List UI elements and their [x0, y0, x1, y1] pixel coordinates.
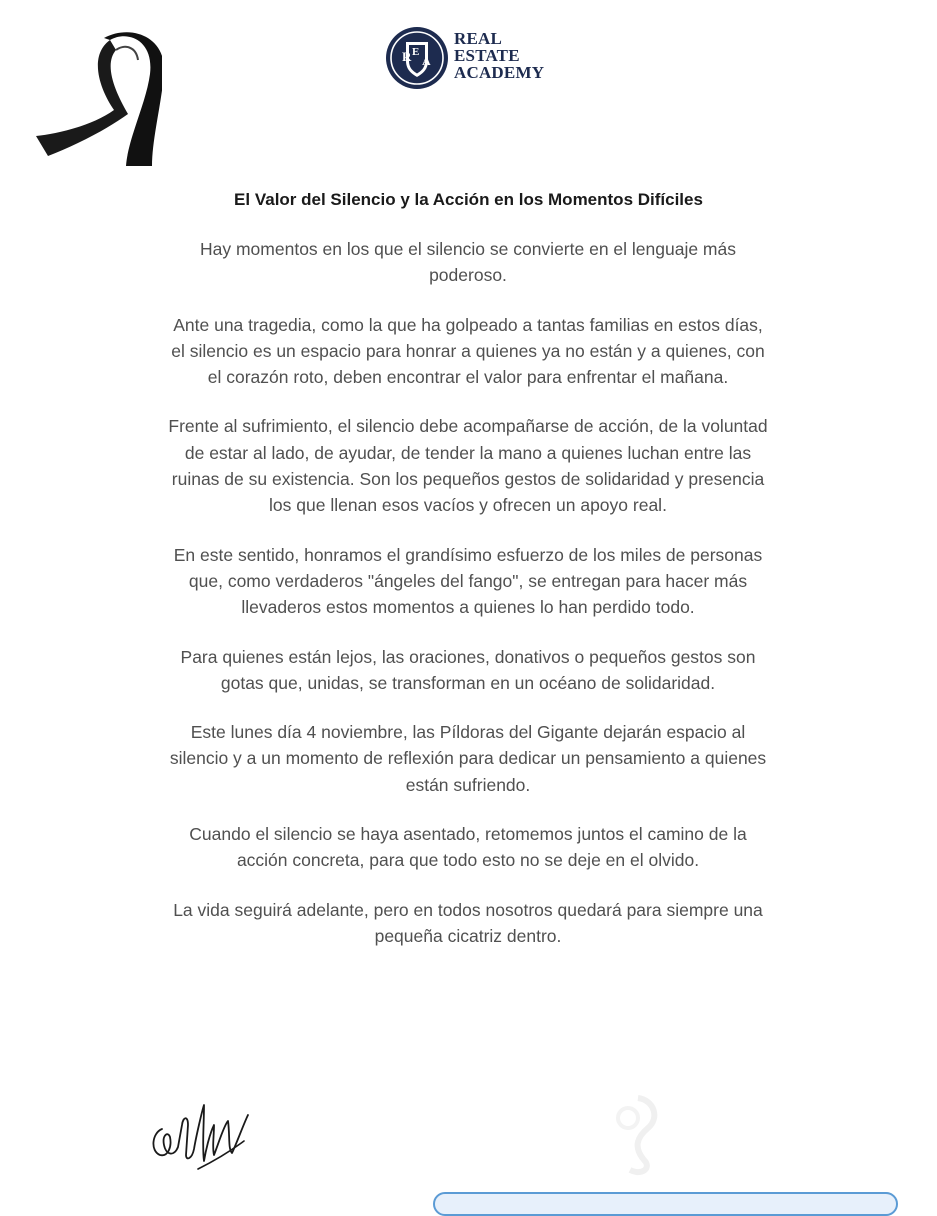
mourning-ribbon-icon — [30, 26, 162, 172]
paragraph-2: Ante una tragedia, como la que ha golpeado a tantas familias en estos días, el silencio es un espacio para honrar a quienes ya no están y a quienes, con el corazón roto, deben encontrar el valor para enfrentar el mañana. — [171, 314, 765, 388]
paragraph-3: Frente al sufrimiento, el silencio debe acompañarse de acción, de la voluntad de estar al lado, de ayudar, de tender la mano a quienes luchan entre las ruinas de su existencia. Son los pequeños gestos de solidaridad y presencia los que llenan esos vacíos y ofrecen un apoyo real. — [168, 416, 768, 516]
reply-bar[interactable] — [433, 1192, 898, 1216]
document-title: El Valor del Silencio y la Acción en los Momentos Difíciles — [234, 190, 703, 209]
logo-line-academy: ACADEMY — [454, 63, 545, 82]
real-estate-academy-logo — [384, 25, 564, 93]
handwritten-signature-icon — [148, 1085, 252, 1183]
paragraph-7: Cuando el silencio se haya asentado, retomemos juntos el camino de la acción concreta, para que todo esto no se deje en el olvido. — [189, 824, 747, 871]
logo-wordmark — [454, 30, 544, 81]
svg-text:E: E — [412, 46, 420, 58]
logo-line-real: REAL — [454, 29, 503, 48]
svg-text:R: R — [402, 49, 412, 64]
paragraph-4: En este sentido, honramos el grandísimo esfuerzo de los miles de personas que, como verdaderos "ángeles del fango", se entregan para hacer más llevaderos estos momentos a quienes lo han perdido todo. — [173, 544, 763, 618]
svg-text:A: A — [422, 54, 431, 68]
academy-crest-icon — [384, 25, 450, 91]
faint-watermark-icon — [598, 1088, 678, 1178]
paragraph-1: Hay momentos en los que el silencio se convierte en el lenguaje más poderoso. — [200, 239, 736, 286]
letter-body — [168, 236, 768, 972]
paragraph-6: Este lunes día 4 noviembre, las Píldoras del Gigante dejarán espacio al silencio y a un momento de reflexión para dedicar un pensamiento a quienes están sufriendo. — [169, 722, 767, 795]
paragraph-5: Para quienes están lejos, las oraciones, donativos o pequeños gestos son gotas que, unidas, se transforman en un océano de solidaridad. — [180, 646, 756, 693]
paragraph-8: La vida seguirá adelante, pero en todos nosotros quedará para siempre una pequeña cicatriz dentro. — [173, 899, 763, 946]
logo-line-estate: ESTATE — [454, 46, 520, 65]
